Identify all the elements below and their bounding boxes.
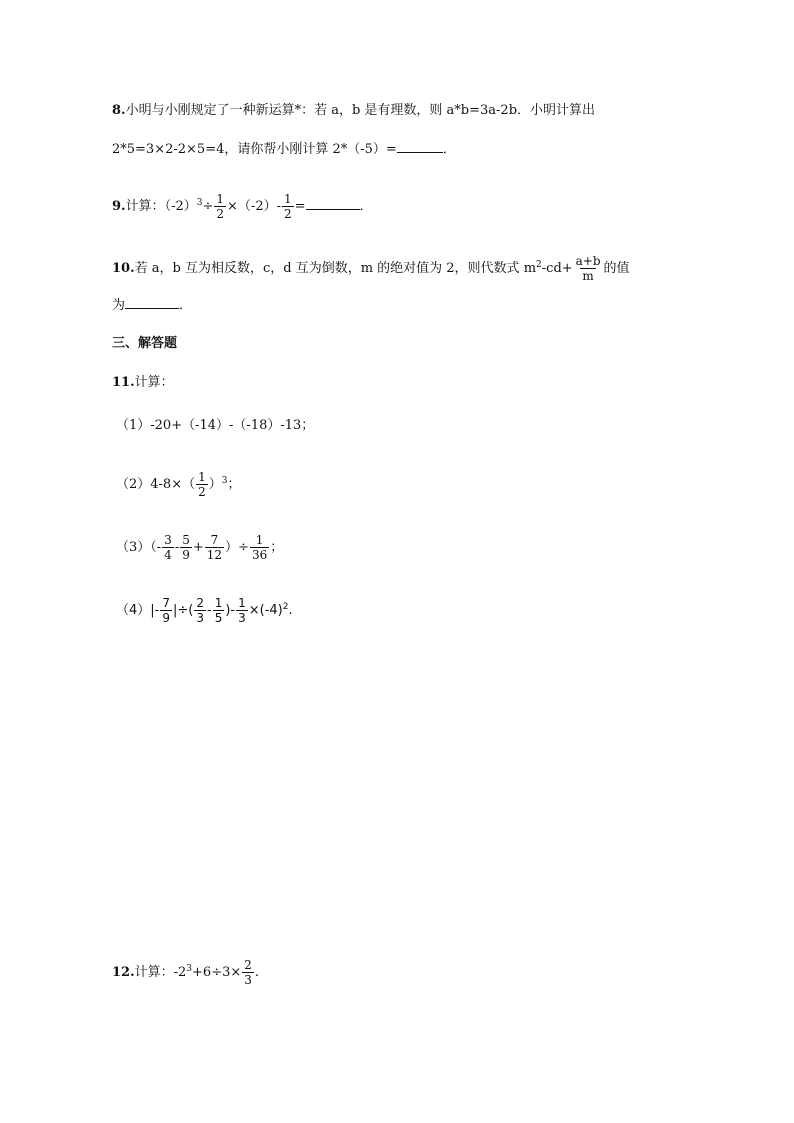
denominator: 9 (162, 611, 170, 625)
denominator: 3 (238, 611, 246, 625)
question-10-line-1 (112, 254, 630, 283)
expr-text: +6÷3× (192, 965, 242, 980)
expr-text: 计算：-2 (134, 965, 187, 980)
punctuation: ． (359, 199, 373, 214)
denominator: 2 (283, 207, 292, 221)
fraction (236, 596, 248, 625)
denominator: 36 (251, 548, 268, 562)
question-8-line-2 (112, 138, 456, 160)
expr-text: （3）（- (116, 540, 162, 555)
punctuation: ． (179, 298, 193, 313)
exponent: 3 (196, 198, 203, 208)
numerator: 1 (283, 192, 292, 206)
answer-blank[interactable] (397, 138, 443, 153)
expr-text: （2）4-8×（ (116, 477, 196, 492)
numerator: 1 (214, 596, 223, 610)
question-11-part-1: （1）-20+（-14）-（-18）-13； (116, 418, 315, 433)
expr-text: )- (225, 603, 236, 618)
fraction (194, 596, 206, 625)
expr-text: ×（-2）- (227, 199, 281, 214)
exponent: 3 (186, 964, 193, 974)
punctuation: ． (442, 142, 456, 157)
fraction (574, 254, 603, 283)
question-text: 为 (112, 298, 126, 313)
question-number: 12. (112, 965, 135, 980)
question-number: 9. (112, 199, 126, 214)
question-10-line-2 (112, 294, 192, 316)
operator: - (206, 603, 212, 618)
numerator: a+b (575, 254, 601, 268)
question-11-part-2 (116, 470, 241, 499)
operator: ÷ (202, 199, 214, 214)
operator: + (192, 540, 204, 555)
operator: - (174, 540, 180, 555)
numerator: 2 (196, 596, 204, 610)
fraction (242, 958, 254, 987)
denominator: m (582, 269, 594, 283)
denominator: 2 (216, 207, 225, 221)
numerator: 2 (244, 958, 252, 972)
operator: = (294, 199, 306, 214)
answer-blank[interactable] (125, 294, 179, 309)
question-11-title (112, 373, 174, 393)
fraction (196, 470, 208, 499)
question-text: 的值 (603, 261, 630, 276)
punctuation: ； (227, 477, 241, 492)
numerator: 5 (182, 533, 190, 547)
question-text: 若 a，b 互为相反数，c，d 互为倒数，m 的绝对值为 2，则代数式 m (134, 261, 537, 276)
exponent: 3 (221, 476, 228, 486)
expr-text: ） (208, 477, 222, 492)
question-text: 小明与小刚规定了一种新运算*：若 a，b 是有理数，则 a*b=3a-2b．小明计算出 (125, 103, 596, 118)
numerator: 7 (210, 533, 219, 547)
fraction (250, 533, 269, 562)
numerator: 7 (162, 596, 170, 610)
denominator: 3 (196, 611, 204, 625)
fraction (214, 192, 226, 221)
denominator: 5 (214, 611, 223, 625)
question-number: 8. (112, 103, 126, 118)
fraction (282, 192, 294, 221)
question-8-line-1 (112, 101, 595, 121)
question-number: 11. (112, 375, 135, 390)
denominator: 4 (164, 548, 172, 562)
numerator: 1 (216, 192, 225, 206)
question-9 (112, 192, 373, 221)
fraction (180, 533, 192, 562)
question-11-part-4 (116, 596, 293, 625)
expr-text: （4）|- (116, 603, 160, 618)
fraction (160, 596, 172, 625)
denominator: 12 (206, 548, 223, 562)
fraction (162, 533, 174, 562)
fraction (213, 596, 225, 625)
numerator: 1 (255, 533, 264, 547)
numerator: 1 (238, 596, 246, 610)
expr-text: -cd+ (541, 261, 573, 276)
punctuation: ； (270, 540, 284, 555)
denominator: 2 (198, 485, 206, 499)
punctuation: . (254, 965, 260, 980)
expr-text: 计算：（-2） (125, 199, 197, 214)
expr-text: |÷( (172, 603, 194, 618)
section-heading: 三、解答题 (112, 336, 178, 351)
fraction (205, 533, 224, 562)
question-number: 10. (112, 261, 135, 276)
punctuation: . (288, 603, 293, 618)
expr-text: ×(-4) (248, 603, 283, 618)
numerator: 3 (164, 533, 172, 547)
question-12 (112, 958, 259, 987)
exponent: 2 (536, 260, 542, 270)
denominator: 3 (244, 973, 252, 987)
exponent: 2 (282, 602, 289, 612)
denominator: 9 (182, 548, 190, 562)
expr-text: ）÷ (225, 540, 249, 555)
question-11-part-3 (116, 533, 283, 562)
question-text: 2*5=3×2-2×5=4，请你帮小刚计算 2*（-5）= (112, 142, 397, 157)
answer-blank[interactable] (306, 195, 360, 210)
question-text: 计算： (134, 375, 174, 390)
numerator: 1 (198, 470, 206, 484)
